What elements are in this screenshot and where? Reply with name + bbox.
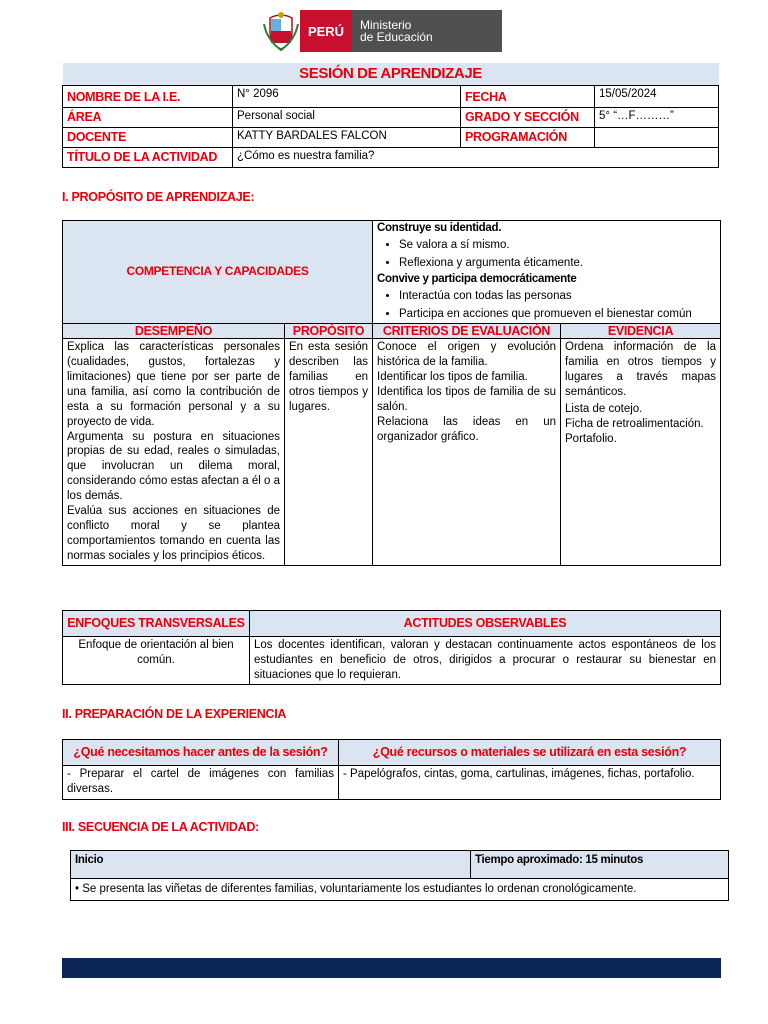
list-item: • Reflexiona y argumenta éticamente. [399,254,716,272]
evidencia-item-2: Ficha de retroalimentación. [565,417,704,430]
section-1-title: I. PROPÓSITO DE APRENDIZAJE: [62,190,255,204]
list-item: • Interactúa con todas las personas [399,287,716,305]
enfoques-table [62,610,721,685]
competencia-1-name: Construye su identidad. [377,222,502,234]
antes-value: - Preparar el cartel de imágenes con familias diversas. [63,766,339,800]
peru-label: PERÚ [300,10,352,52]
desempeno-3: Evalúa sus acciones en situaciones de conflicto moral y se plantea comportamientos tomando en cuenta las normas sociales y los principios éticos. [67,505,280,562]
session-info-table [62,63,719,168]
value-teacher: KATTY BARDALES FALCON [233,127,461,147]
proposito-cell: En esta sesión describen las familias en otros tiempos y lugares. [285,338,373,565]
header-recursos: ¿Qué recursos o materiales se utilizará en esta sesión? [339,740,721,766]
competencia-1-list [377,236,716,272]
inicio-item [71,879,729,901]
header-desempeno: DESEMPEÑO [63,323,285,338]
evidencia-item-1: Lista de cotejo. [565,402,643,415]
header-actitudes: ACTITUDES OBSERVABLES [250,611,721,637]
criterio-4: Relaciona las ideas en un organizador gráfico. [377,415,556,443]
header-proposito: PROPÓSITO [285,323,373,338]
purpose-table [62,220,721,566]
label-date: FECHA [461,85,595,107]
ministry-line-2: de Educación [360,30,433,44]
value-date: 15/05/2024 [595,85,719,107]
criterio-2: Identificar los tipos de familia. [377,370,528,383]
value-grade: 5° “…F………” [595,107,719,127]
value-activity-title: ¿Cómo es nuestra familia? [233,147,719,167]
session-title: SESIÓN DE APRENDIZAJE [63,63,719,85]
header-evidencia: EVIDENCIA [561,323,721,338]
desempeno-cell [63,338,285,565]
coat-of-arms-icon [262,10,300,52]
preparation-table [62,739,721,800]
label-school: NOMBRE DE LA I.E. [63,85,233,107]
label-area: ÁREA [63,107,233,127]
recursos-value: - Papelógrafos, cintas, goma, cartulinas, imágenes, fichas, portafolio. [339,766,721,800]
value-programming [595,127,719,147]
header-antes: ¿Qué necesitamos hacer antes de la sesión? [63,740,339,766]
competencia-2-list [377,287,716,323]
desempeno-2: Argumenta su postura en situaciones propias de su edad, reales o simuladas, que involucran un dilema moral, considerando cómo estas afectan a él o a los demás. [67,430,280,503]
label-programming: PROGRAMACIÓN [461,127,595,147]
list-item: • Participa en acciones que promueven el bienestar común [399,305,716,323]
section-2-title: II. PREPARACIÓN DE LA EXPERIENCIA [62,707,287,721]
value-school: N° 2096 [233,85,461,107]
competencia-2-name: Convive y participa democráticamente [377,272,577,285]
value-area: Personal social [233,107,461,127]
list-item: • Se valora a sí mismo. [399,236,716,254]
actitud-value: Los docentes identifican, valoran y destacan continuamente actos espontáneos de los estudiantes en beneficio de otros, dirigidos a procurar o restaurar su bienestar en situaciones que lo requieran. [250,637,721,685]
evidencia-cell [561,338,721,565]
minedu-logo [262,10,502,52]
evidencia-main: Ordena información de la familia en otros tiempos y lugares a través mapas semánticos. [565,340,717,398]
label-activity-title: TÍTULO DE LA ACTIVIDAD [63,147,233,167]
inicio-label: Inicio [71,851,471,879]
tiempo-label: Tiempo aproximado: 15 minutos [471,851,729,879]
ministry-line-1: Ministerio [360,18,412,32]
criterios-cell [373,338,561,565]
header-criterios: CRITERIOS DE EVALUACIÓN [373,323,561,338]
header-enfoques: ENFOQUES TRANSVERSALES [63,611,250,637]
footer-bar [62,958,721,978]
competencia-label: COMPETENCIA Y CAPACIDADES [63,221,373,324]
evidencia-item-3: Portafolio. [565,432,617,445]
competencias-cell [373,221,721,324]
ministry-name [352,10,502,52]
desempeno-1: Explica las características personales (cualidades, gustos, fortalezas y limitaciones) que tiene por ser parte de una familia, así como la contribución de esta a su formación personal y a su proyecto de vida. [67,340,280,428]
label-teacher: DOCENTE [63,127,233,147]
section-3-title: III. SECUENCIA DE LA ACTIVIDAD: [62,820,259,834]
enfoque-value: Enfoque de orientación al bien común. [63,637,250,685]
criterio-1: Conoce el origen y evolución histórica de la familia. [377,340,556,368]
label-grade: GRADO Y SECCIÓN [461,107,595,127]
bullet-icon: • [75,883,83,896]
criterio-3: Identifica los tipos de familia de su salón. [377,385,556,413]
sequence-table [70,850,729,901]
inicio-item-text: Se presenta las viñetas de diferentes familias, voluntariamente los estudiantes lo ordenan cronológicamente. [82,883,637,896]
